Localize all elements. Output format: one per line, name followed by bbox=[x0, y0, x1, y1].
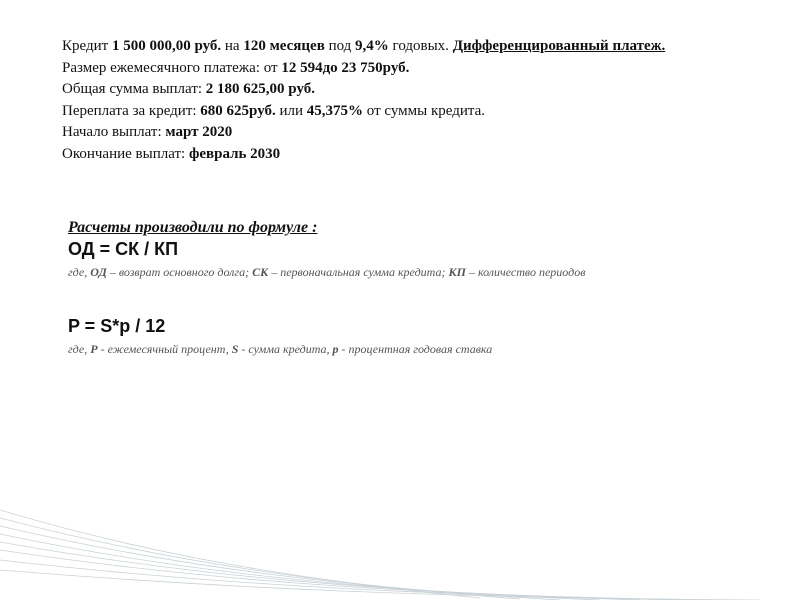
note-text: где, bbox=[68, 265, 91, 279]
loan-label: Кредит bbox=[62, 38, 112, 54]
wave-line bbox=[0, 542, 640, 600]
note-term: p bbox=[332, 342, 339, 356]
formula-principal: ОД = СК / КП bbox=[68, 239, 179, 259]
loan-summary bbox=[62, 36, 752, 165]
total-payments-line bbox=[62, 79, 752, 101]
payment-type: Дифференцированный платеж. bbox=[452, 38, 666, 54]
payments-end-value: февраль 2030 bbox=[188, 145, 281, 162]
monthly-payment-line bbox=[62, 58, 752, 80]
note-text: - процентная годовая ставка bbox=[338, 342, 493, 356]
loan-rate: 9,4% bbox=[355, 38, 389, 54]
wave-line bbox=[0, 534, 600, 600]
note-term: P bbox=[90, 342, 98, 356]
note-term: КП bbox=[448, 265, 466, 279]
formulas-section bbox=[68, 219, 768, 357]
formula-principal-note bbox=[68, 264, 768, 280]
spacer bbox=[68, 280, 768, 315]
note-text: – возврат основного долга; bbox=[106, 265, 253, 279]
note-text: – первоначальная сумма кредита; bbox=[268, 265, 449, 279]
wave-line bbox=[0, 526, 560, 600]
note-term: S bbox=[231, 342, 239, 356]
note-term: СК bbox=[252, 265, 269, 279]
monthly-payment-label: Размер ежемесячного платежа: от bbox=[62, 59, 282, 76]
wave-lines bbox=[0, 510, 760, 600]
loan-amount: 1 500 000,00 руб. bbox=[111, 38, 222, 54]
payments-end-line bbox=[62, 144, 752, 166]
note-text: где, bbox=[68, 342, 91, 356]
monthly-payment-to: 23 750руб. bbox=[341, 59, 410, 76]
monthly-payment-from: 12 594 bbox=[281, 59, 323, 76]
overpayment-value: 680 625руб. bbox=[200, 102, 276, 119]
monthly-payment-mid: до bbox=[322, 59, 342, 76]
payments-start-line bbox=[62, 122, 752, 144]
overpayment-line bbox=[62, 101, 752, 123]
total-payments-label: Общая сумма выплат: bbox=[62, 81, 206, 97]
loan-text: под bbox=[324, 38, 356, 54]
note-text: - ежемесячный процент, bbox=[97, 342, 232, 356]
loan-text: годовых. bbox=[388, 38, 453, 54]
overpayment-percent: 45,375% bbox=[306, 102, 364, 119]
loan-text: на bbox=[221, 38, 244, 54]
overpayment-tail: от суммы кредита. bbox=[363, 102, 486, 119]
wave-line bbox=[0, 550, 680, 600]
wave-line bbox=[0, 570, 760, 600]
formula-interest-note bbox=[68, 341, 768, 357]
wave-line bbox=[0, 560, 720, 600]
formulas-title: Расчеты производили по формуле : bbox=[68, 219, 318, 236]
note-term: ОД bbox=[90, 265, 107, 279]
loan-term: 120 месяцев bbox=[243, 38, 325, 54]
loan-terms-line bbox=[62, 36, 752, 58]
payments-start-label: Начало выплат: bbox=[62, 124, 166, 140]
overpayment-mid: или bbox=[275, 102, 307, 119]
note-text: - сумма кредита, bbox=[238, 342, 333, 356]
overpayment-label: Переплата за кредит: bbox=[62, 102, 201, 119]
decorative-wave bbox=[0, 480, 800, 600]
payments-start-value: март 2020 bbox=[165, 124, 233, 140]
payments-end-label: Окончание выплат: bbox=[62, 145, 189, 162]
formula-interest: P = S*p / 12 bbox=[68, 316, 166, 336]
note-text: – количество периодов bbox=[465, 265, 586, 279]
total-payments-value: 2 180 625,00 руб. bbox=[205, 81, 315, 97]
